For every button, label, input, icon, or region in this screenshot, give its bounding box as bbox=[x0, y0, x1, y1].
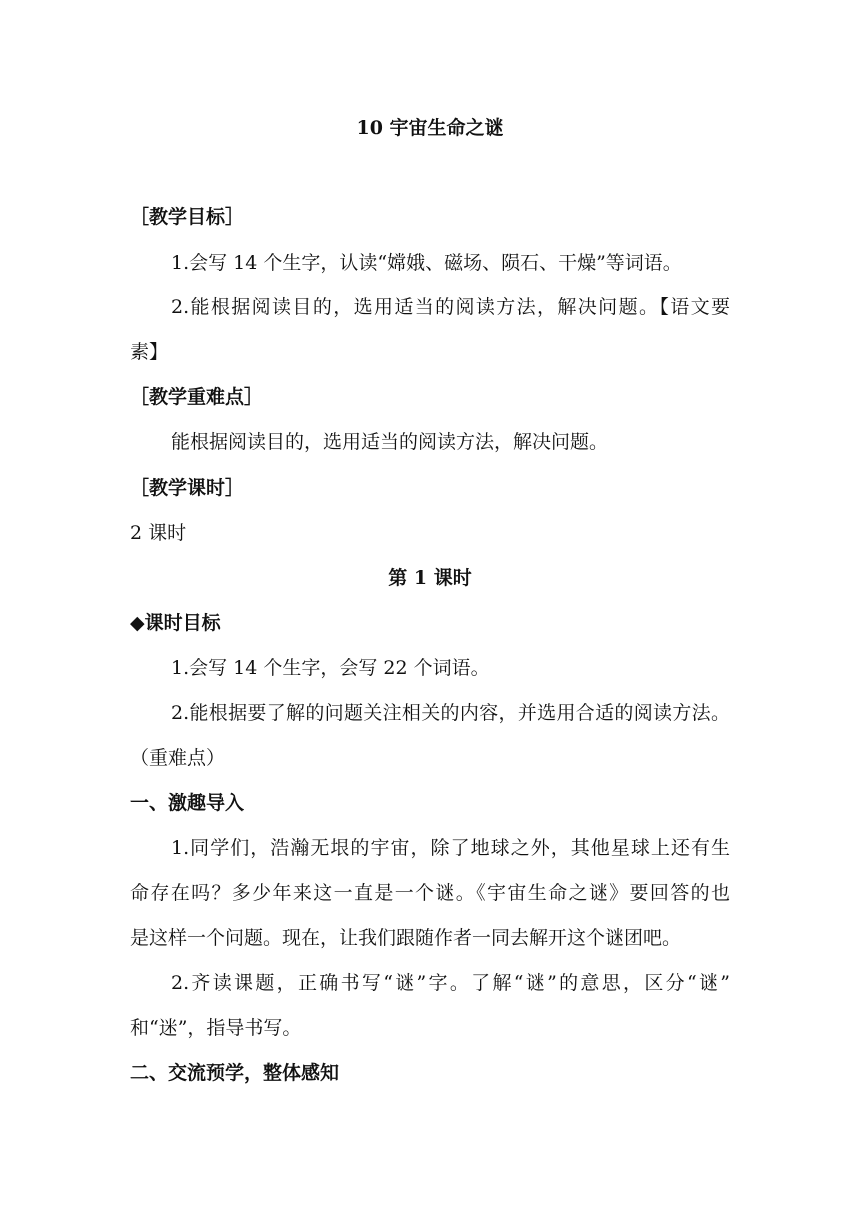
paragraph-line: 素】 bbox=[130, 341, 169, 363]
lesson-heading: 第 1 课时 bbox=[388, 567, 472, 589]
section-heading-preview-exchange: 二、交流预学，整体感知 bbox=[130, 1062, 340, 1084]
paragraph-line: 命存在吗？多少年来这一直是一个谜。《宇宙生命之谜》要回答的也 bbox=[130, 882, 730, 904]
paragraph-line: 2.齐读课题，正确书写“谜”字。了解“谜”的意思，区分“谜” bbox=[171, 972, 730, 994]
paragraph-line: 2.能根据要了解的问题关注相关的内容，并选用合适的阅读方法。 bbox=[171, 702, 730, 724]
paragraph-line: 是这样一个问题。现在，让我们跟随作者一同去解开这个谜团吧。 bbox=[130, 927, 682, 949]
paragraph-line: 能根据阅读目的，选用适当的阅读方法，解决问题。 bbox=[171, 431, 609, 453]
document-title: 10 宇宙生命之谜 bbox=[356, 117, 504, 139]
section-heading-teaching-goals: ［教学目标］ bbox=[130, 206, 245, 228]
section-heading-key-points: ［教学重难点］ bbox=[130, 386, 264, 408]
paragraph-line: 1.会写 14 个生字，会写 22 个词语。 bbox=[171, 657, 490, 679]
paragraph-line: 2 课时 bbox=[130, 522, 187, 544]
section-heading-class-hours: ［教学课时］ bbox=[130, 477, 245, 499]
paragraph-line: 1.会写 14 个生字，认读“嫦娥、磁场、陨石、干燥”等词语。 bbox=[171, 252, 682, 274]
section-heading-introduction: 一、激趣导入 bbox=[130, 792, 245, 814]
paragraph-line: （重难点） bbox=[130, 747, 226, 769]
section-heading-lesson-goals: ◆课时目标 bbox=[130, 612, 221, 634]
paragraph-line: 1.同学们，浩瀚无垠的宇宙，除了地球之外，其他星球上还有生 bbox=[171, 837, 730, 859]
paragraph-line: 和“迷”，指导书写。 bbox=[130, 1017, 302, 1039]
paragraph-line: 2.能根据阅读目的，选用适当的阅读方法，解决问题。【语文要 bbox=[171, 296, 730, 318]
